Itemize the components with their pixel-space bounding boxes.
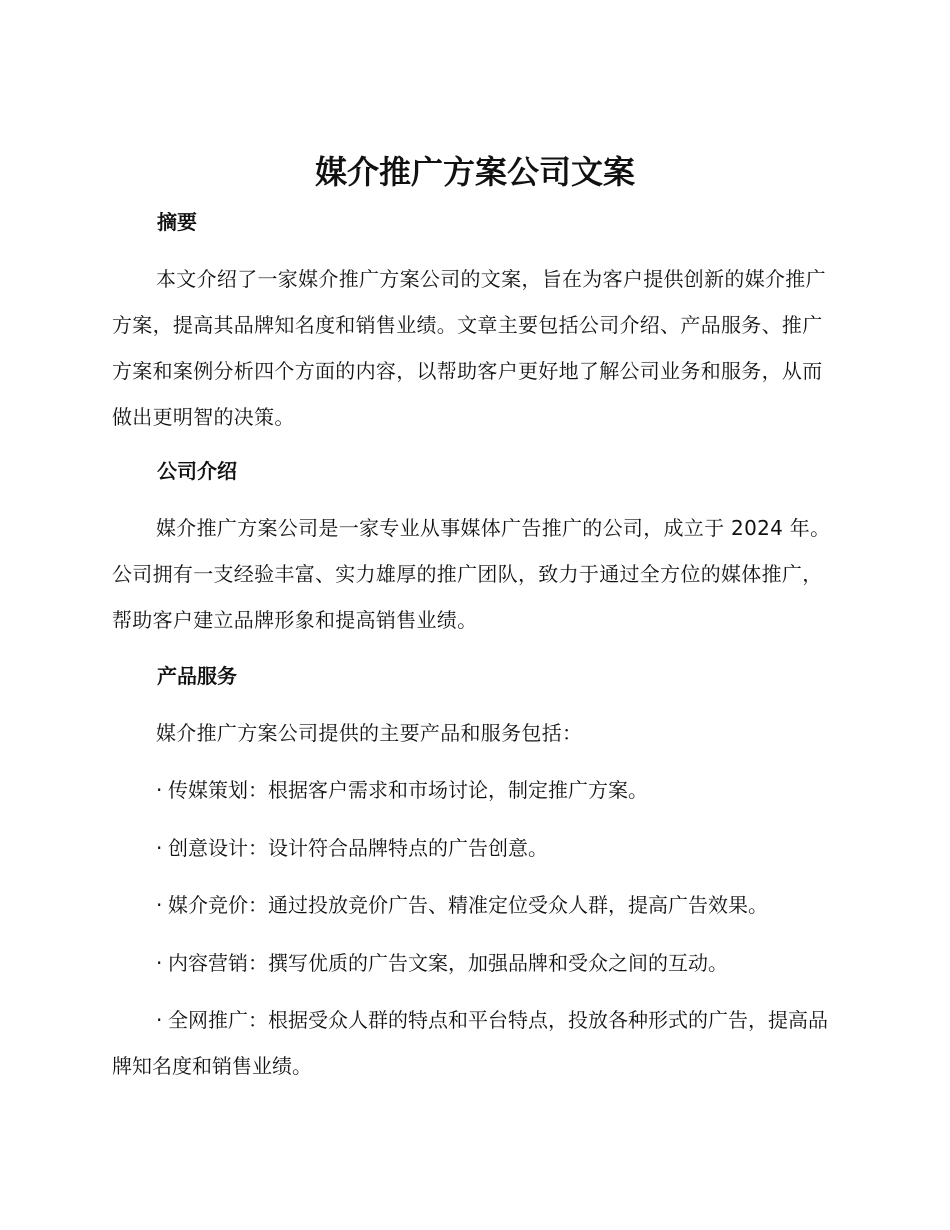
bullet-icon: · bbox=[156, 893, 163, 917]
bullet-icon: · bbox=[156, 778, 163, 802]
list-item-text: 媒介竞价：通过投放竞价广告、精准定位受众人群，提高广告效果。 bbox=[168, 893, 768, 917]
list-item-text: 内容营销：撰写优质的广告文案，加强品牌和受众之间的互动。 bbox=[168, 951, 728, 975]
list-item bbox=[112, 767, 832, 813]
list-item-text: 全网推广：根据受众人群的特点和平台特点，投放各种形式的广告，提高品牌知名度和销售业绩。 bbox=[112, 1008, 828, 1078]
list-item bbox=[112, 825, 832, 871]
bullet-icon: · bbox=[156, 1008, 163, 1032]
products-intro-paragraph: 媒介推广方案公司提供的主要产品和服务包括： bbox=[156, 721, 583, 745]
section-heading-products: 产品服务 bbox=[157, 664, 237, 688]
section-heading-company-intro: 公司介绍 bbox=[157, 459, 237, 483]
list-item-text: 创意设计：设计符合品牌特点的广告创意。 bbox=[168, 836, 548, 860]
bullet-icon: · bbox=[156, 951, 163, 975]
list-item bbox=[112, 997, 832, 1089]
list-item bbox=[112, 940, 832, 986]
abstract-paragraph: 本文介绍了一家媒介推广方案公司的文案，旨在为客户提供创新的媒介推广方案，提高其品牌知名度和销售业绩。文章主要包括公司介绍、产品服务、推广方案和案例分析四个方面的内容，以帮助客户更好地了解公司业务和服务，从而做出更明智的决策。 bbox=[112, 267, 826, 429]
document-title: 媒介推广方案公司文案 bbox=[314, 153, 635, 191]
section-heading-abstract: 摘要 bbox=[157, 210, 197, 234]
list-item-text: 传媒策划：根据客户需求和市场讨论，制定推广方案。 bbox=[168, 778, 648, 802]
list-item bbox=[112, 882, 832, 928]
company-intro-paragraph: 媒介推广方案公司是一家专业从事媒体广告推广的公司，成立于 2024 年。公司拥有一支经验丰富、实力雄厚的推广团队，致力于通过全方位的媒体推广，帮助客户建立品牌形象和提高销售业绩。 bbox=[112, 516, 831, 632]
bullet-icon: · bbox=[156, 836, 163, 860]
